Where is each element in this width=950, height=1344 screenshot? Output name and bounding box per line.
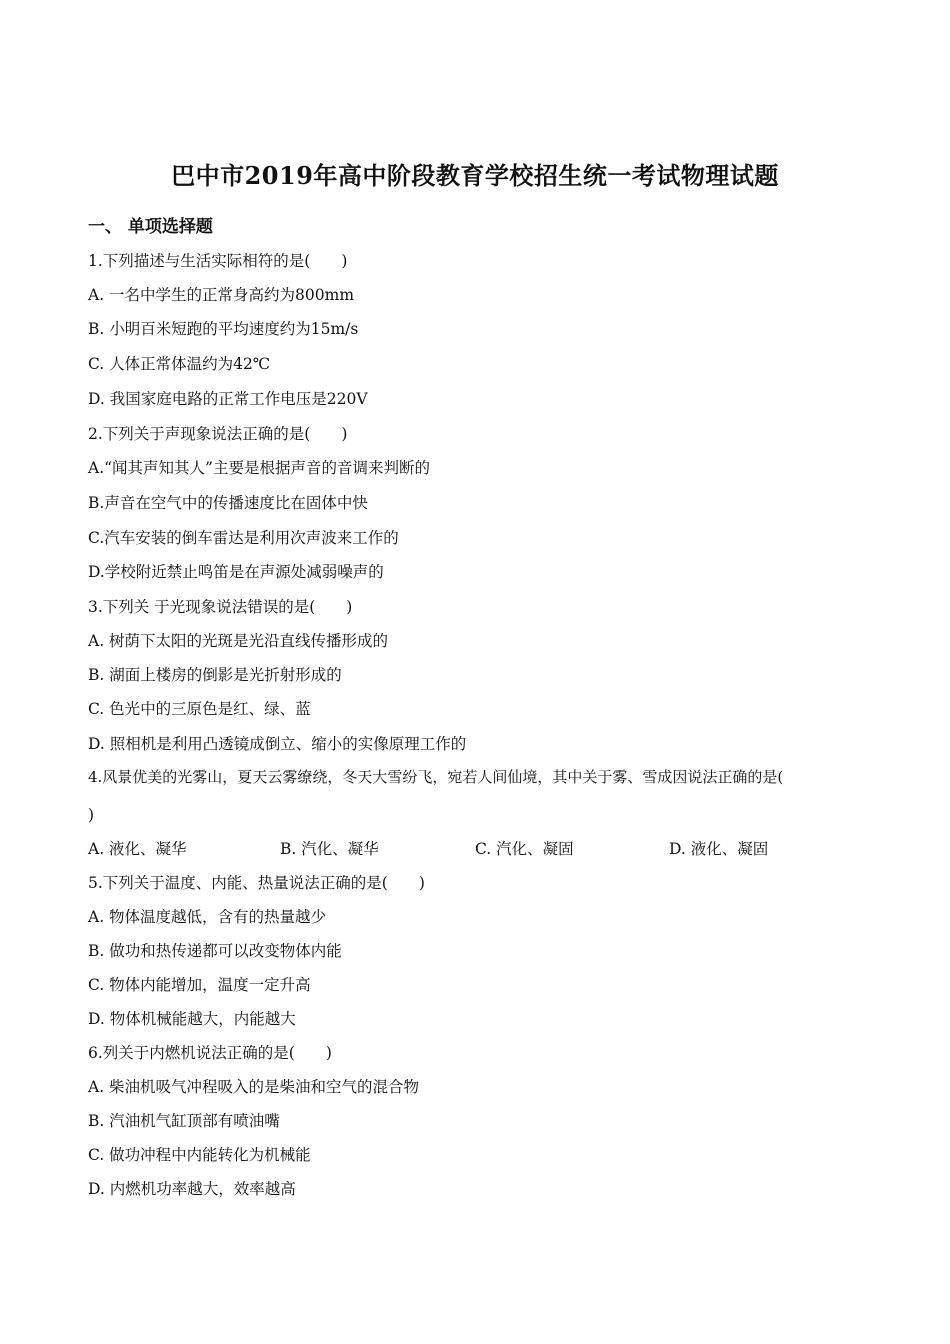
question-2-option-b: B.声音在空气中的传播速度比在固体中快 [88,494,368,512]
question-6-option-d: D. 内燃机功率越大，效率越高 [88,1180,296,1198]
question-2-stem: 2.下列关于声现象说法正确的是( ) [88,425,348,443]
question-1-option-c: C. 人体正常体温约为42℃ [88,355,271,373]
question-1-option-b: B. 小明百米短跑的平均速度约为15m/s [88,320,359,338]
question-6-stem: 6.列关于内燃机说法正确的是( ) [88,1044,332,1062]
question-2-option-a: A.“闻其声知其人”主要是根据声音的音调来判断的 [88,459,430,477]
section-heading: 一、 单项选择题 [88,217,213,237]
question-4-stem-continued: ) [88,806,95,824]
question-2-option-d: D.学校附近禁止鸣笛是在声源处减弱噪声的 [88,563,384,581]
question-3-option-c: C. 色光中的三原色是红、绿、蓝 [88,700,311,718]
question-1-option-a: A. 一名中学生的正常身高约为800mm [88,286,355,304]
question-1-option-d: D. 我国家庭电路的正常工作电压是220V [88,390,368,408]
page-title: 巴中市2019年高中阶段教育学校招生统一考试物理试题 [171,161,779,190]
question-3-option-a: A. 树荫下太阳的光斑是光沿直线传播形成的 [88,632,389,650]
question-1-stem: 1.下列描述与生活实际相符的是( ) [88,252,348,270]
question-4-option-a: A. 液化、凝华 [88,840,187,858]
question-5-option-d: D. 物体机械能越大，内能越大 [88,1010,296,1028]
question-5-option-a: A. 物体温度越低，含有的热量越少 [88,908,327,926]
question-3-stem: 3.下列关 于光现象说法错误的是( ) [88,598,353,616]
question-6-option-c: C. 做功冲程中内能转化为机械能 [88,1146,311,1164]
question-4-options [88,839,868,859]
question-4-option-d: D. 液化、凝固 [669,840,769,858]
question-5-stem: 5.下列关于温度、内能、热量说法正确的是( ) [88,874,425,892]
question-2-option-c: C.汽车安装的倒车雷达是利用次声波来工作的 [88,529,399,547]
question-6-option-a: A. 柴油机吸气冲程吸入的是柴油和空气的混合物 [88,1078,420,1096]
question-6-option-b: B. 汽油机气缸顶部有喷油嘴 [88,1112,280,1130]
question-5-option-c: C. 物体内能增加，温度一定升高 [88,976,311,994]
question-3-option-b: B. 湖面上楼房的倒影是光折射形成的 [88,666,342,684]
question-4-stem: 4.风景优美的光雾山，夏天云雾缭绕，冬天大雪纷飞，宛若人间仙境，其中关于雾、雪成因说法正确的是( [88,768,784,786]
question-3-option-d: D. 照相机是利用凸透镜成倒立、缩小的实像原理工作的 [88,735,467,753]
question-4-option-c: C. 汽化、凝固 [475,840,574,858]
question-4-option-b: B. 汽化、凝华 [280,840,379,858]
question-5-option-b: B. 做功和热传递都可以改变物体内能 [88,942,342,960]
